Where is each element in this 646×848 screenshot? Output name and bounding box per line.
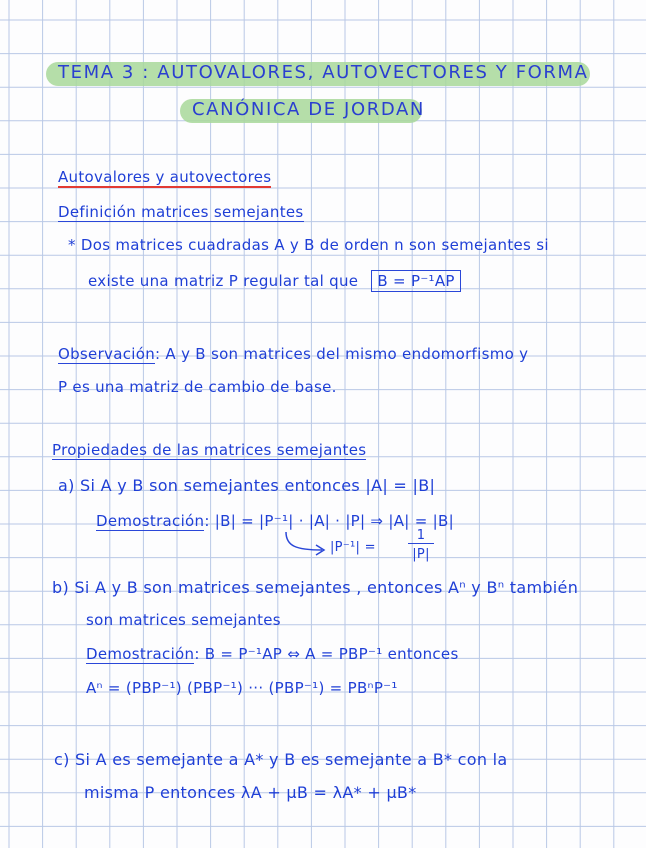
property-b-line-1: b) Si A y B son matrices semejantes , entonces Aⁿ y Bⁿ también [52, 578, 579, 597]
property-a: a) Si A y B son semejantes entonces |A| = |B| [58, 476, 436, 495]
property-b-line-2: son matrices semejantes [86, 611, 281, 629]
properties-heading-text: Propiedades de las matrices semejantes [52, 441, 367, 459]
property-c-line-2: misma P entonces λA + μB = λA* + μB* [84, 783, 417, 802]
observation-line-1 [58, 345, 528, 363]
definition-subheading [58, 203, 304, 221]
observation-line-2: P es una matriz de cambio de base. [58, 378, 337, 396]
section-heading-text: Autovalores y autovectores [58, 168, 272, 186]
definition-line-2-text: existe una matriz P regular tal que [88, 272, 359, 290]
properties-heading [52, 441, 366, 459]
definition-subheading-text: Definición matrices semejantes [58, 203, 304, 221]
property-b-proof-text: : B = P⁻¹AP ⇔ A = PBP⁻¹ entonces [194, 645, 459, 663]
observation-label: Observación [58, 345, 156, 363]
curved-arrow-icon [282, 530, 332, 556]
property-a-proof-text: : |B| = |P⁻¹| · |A| · |P| ⇒ |A| = |B| [204, 512, 454, 530]
property-a-proof [96, 512, 454, 530]
fraction-numerator: 1 [408, 528, 434, 544]
section-heading [58, 168, 271, 186]
property-b-proof-line-2: Aⁿ = (PBP⁻¹) (PBP⁻¹) ··· (PBP⁻¹) = PBⁿP⁻¹ [86, 679, 398, 697]
property-b-proof [86, 645, 459, 663]
property-a-proof-label: Demostración [96, 512, 205, 530]
definition-line-2 [88, 272, 461, 290]
observation-text: : A y B son matrices del mismo endomorfismo y [155, 345, 529, 363]
page-title-line-2: CANÓNICA DE JORDAN [192, 99, 425, 120]
page-title-line-1: TEMA 3 : AUTOVALORES, AUTOVECTORES Y FORMA [58, 62, 589, 83]
fraction-denominator: |P| [412, 547, 430, 562]
definition-line-1: * Dos matrices cuadradas A y B de orden n son semejantes si [68, 236, 549, 254]
property-a-inverse: |P⁻¹| = [330, 540, 376, 555]
property-c-line-1: c) Si A es semejante a A* y B es semejante a B* con la [54, 750, 508, 769]
property-b-proof-label: Demostración [86, 645, 195, 663]
definition-formula-box: B = P⁻¹AP [371, 270, 460, 292]
